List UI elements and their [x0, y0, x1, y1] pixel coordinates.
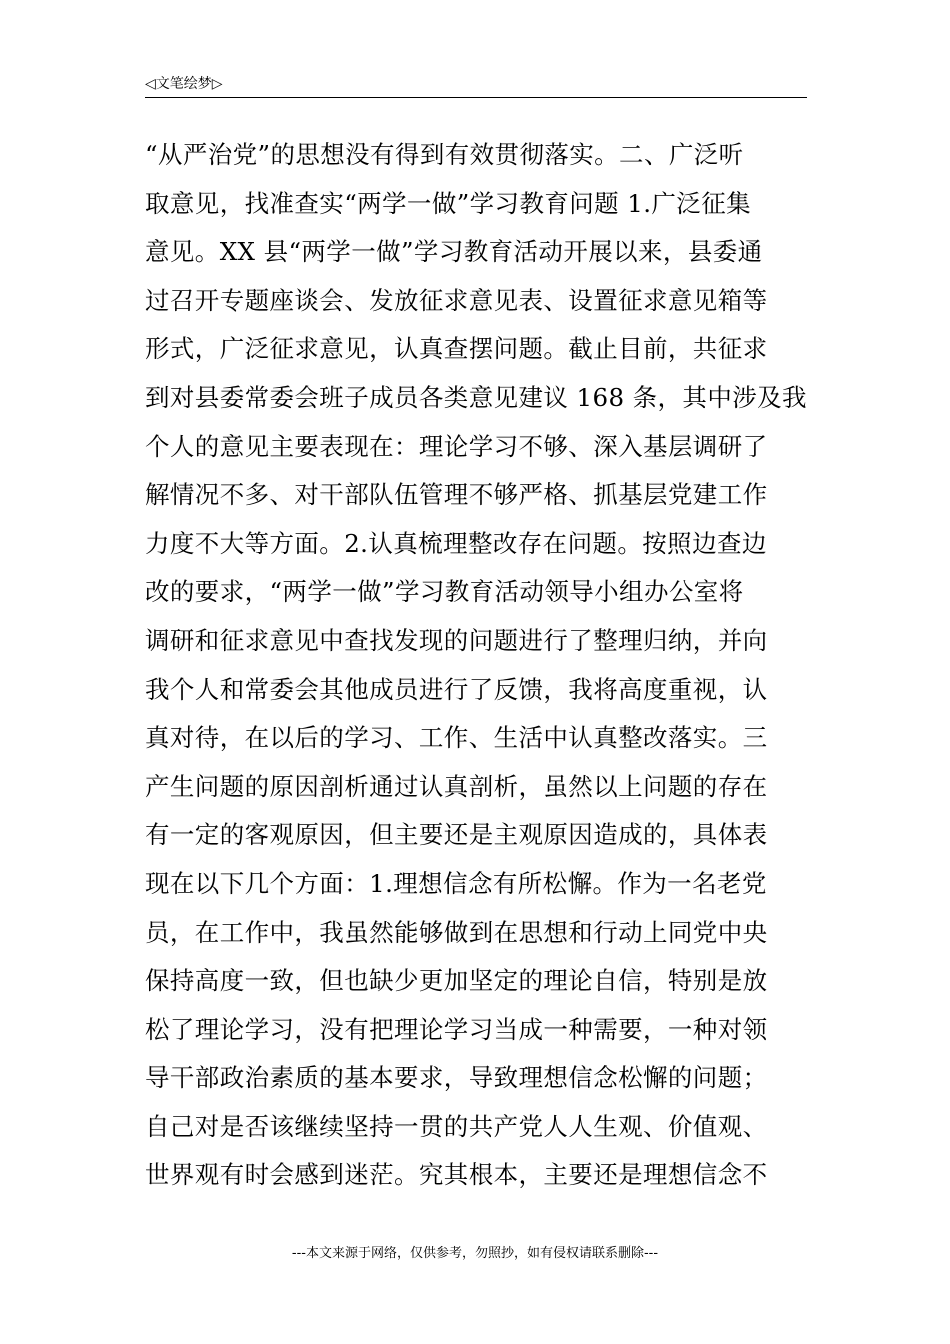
body-line: 现在以下几个方面：1.理想信念有所松懈。作为一名老党 — [145, 868, 767, 898]
body-line: 解情况不多、对干部队伍管理不够严格、抓基层党建工作 — [145, 480, 768, 510]
body-line: 到对县委常委会班子成员各类意见建议 168 条，其中涉及我 — [145, 382, 807, 412]
body-line: 改的要求，“两学一做”学习教育活动领导小组办公室将 — [145, 577, 744, 607]
body-line: 产生问题的原因剖析通过认真剖析，虽然以上问题的存在 — [145, 771, 768, 801]
body-line: 自己对是否该继续坚持一贯的共产党人人生观、价值观、 — [145, 1111, 768, 1141]
body-line: 真对待，在以后的学习、工作、生活中认真整改落实。三 — [145, 723, 768, 753]
body-line: 松了理论学习，没有把理论学习当成一种需要，一种对领 — [145, 1014, 768, 1044]
body-line: 力度不大等方面。2.认真梳理整改存在问题。按照边查边 — [145, 528, 767, 558]
body-line: 调研和征求意见中查找发现的问题进行了整理归纳，并向 — [145, 625, 768, 655]
body-line: 个人的意见主要表现在：理论学习不够、深入基层调研了 — [145, 431, 768, 461]
body-line: “从严治党”的思想没有得到有效贯彻落实。二、广泛听 — [145, 140, 744, 169]
body-line: 我个人和常委会其他成员进行了反馈，我将高度重视，认 — [145, 674, 768, 704]
page-footer: ---本文来源于网络，仅供参考，勿照抄，如有侵权请联系删除--- — [291, 1246, 659, 1261]
body-line: 世界观有时会感到迷茫。究其根本，主要还是理想信念不 — [145, 1160, 768, 1190]
body-line: 有一定的客观原因，但主要还是主观原因造成的，具体表 — [145, 820, 768, 850]
header-title: ◁文笔绘梦▷ — [145, 76, 223, 92]
body-line: 取意见，找准查实“两学一做”学习教育问题 1.广泛征集 — [145, 188, 752, 218]
body-line: 意见。XX 县“两学一做”学习教育活动开展以来，县委通 — [145, 237, 763, 267]
body-line: 过召开专题座谈会、发放征求意见表、设置征求意见箱等 — [145, 285, 768, 315]
document-body — [145, 131, 810, 1200]
body-line: 形式，广泛征求意见，认真查摆问题。截止目前，共征求 — [145, 334, 768, 364]
body-line: 导干部政治素质的基本要求，导致理想信念松懈的问题； — [145, 1063, 768, 1093]
body-line: 员，在工作中，我虽然能够做到在思想和行动上同党中央 — [145, 917, 768, 947]
body-line: 保持高度一致，但也缺少更加坚定的理论自信，特别是放 — [145, 966, 768, 996]
page-header — [145, 73, 807, 98]
